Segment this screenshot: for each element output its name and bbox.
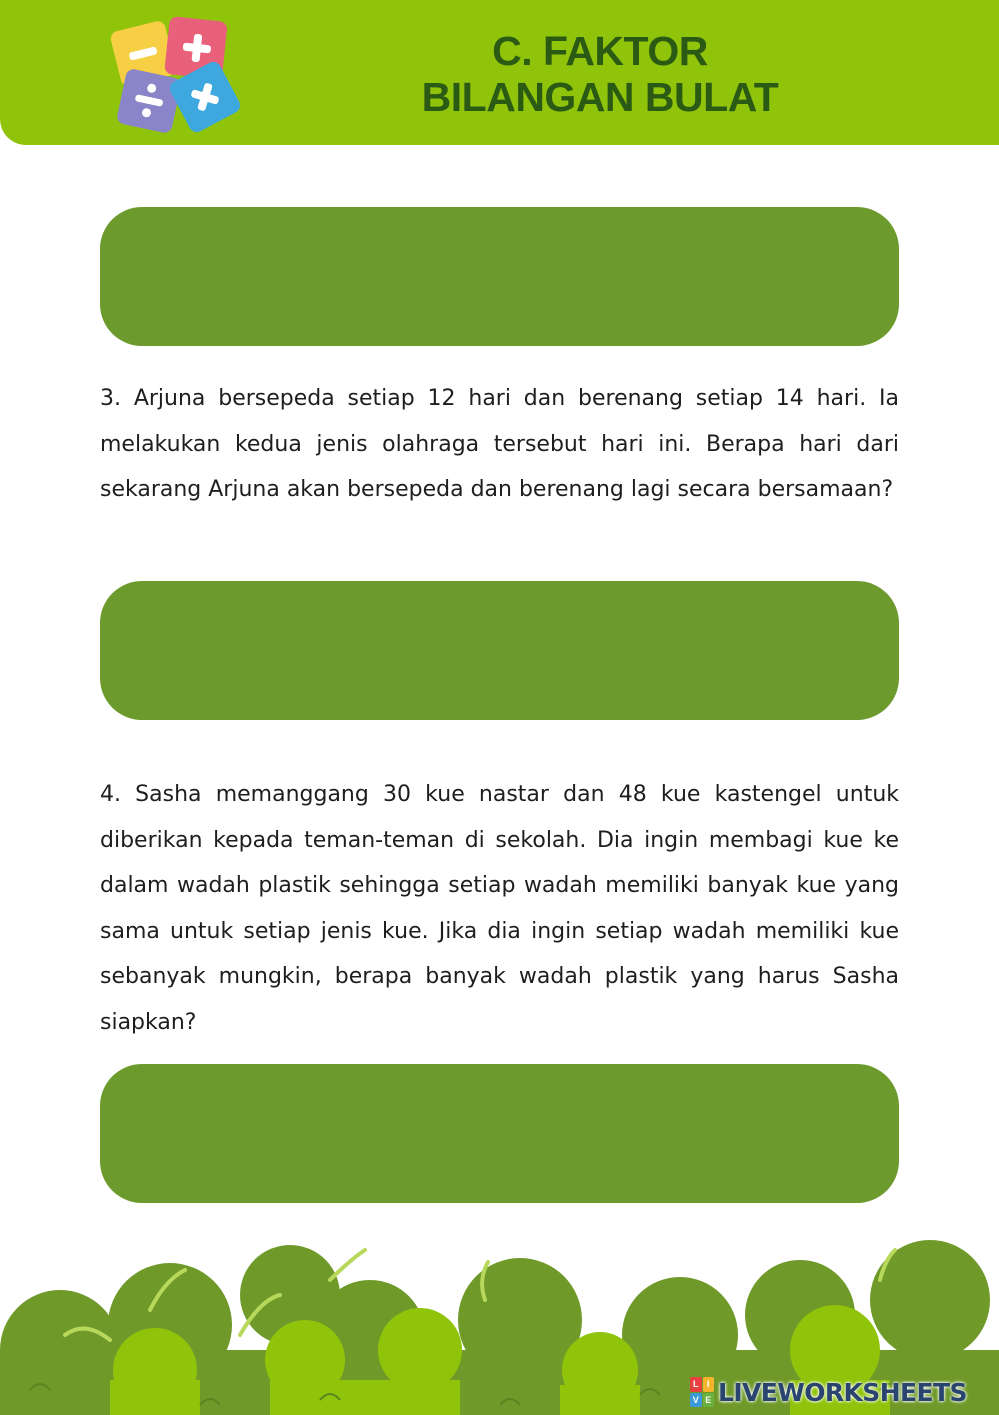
math-operators-icon: [105, 15, 250, 135]
answer-box-3[interactable]: [100, 1064, 899, 1203]
page-title-line-2: BILANGAN BULAT: [421, 74, 779, 120]
answer-box-2[interactable]: [100, 581, 899, 720]
brand-letter-e: E: [703, 1393, 715, 1408]
liveworksheets-brand[interactable]: [690, 1372, 967, 1412]
liveworksheets-brand-text: LIVEWORKSHEETS: [718, 1377, 967, 1407]
header-band: [0, 0, 999, 145]
answer-box-1[interactable]: [100, 207, 899, 346]
brand-letter-i: I: [703, 1377, 715, 1392]
question-4-text: 4. Sasha memanggang 30 kue nastar dan 48 kue kastengel untuk diberikan kepada teman-teman di sekolah. Dia ingin membagi kue ke dalam wadah plastik sehingga setiap wadah memiliki banyak kue yang sama untuk setiap jenis kue. Jika dia ingin setiap wadah memiliki kue sebanyak mungkin, berapa banyak wadah plastik yang harus Sasha siapkan?: [100, 782, 899, 1035]
question-3-text: 3. Arjuna bersepeda setiap 12 hari dan berenang setiap 14 hari. Ia melakukan kedua jenis olahraga tersebut hari ini. Berapa hari dari sekarang Arjuna akan bersepeda dan berenang lagi secara bersamaan?: [100, 386, 899, 502]
liveworksheets-logo-icon: [690, 1377, 714, 1407]
brand-letter-v: V: [690, 1393, 702, 1408]
page-title: [400, 28, 800, 120]
brand-letter-l: L: [690, 1377, 702, 1392]
page-title-line-1: C. FAKTOR: [492, 28, 708, 74]
